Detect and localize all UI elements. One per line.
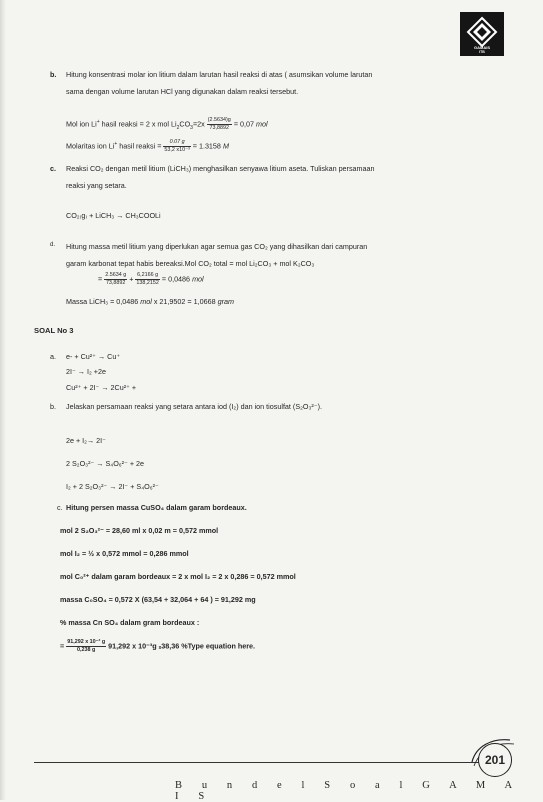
part-d-marker: d. xyxy=(50,242,56,248)
mass-mol-unit: mol xyxy=(140,297,152,306)
part-c-question-line2: reaksi yang setara. xyxy=(66,181,127,190)
mol-li-frac-num: (2.5634)g xyxy=(207,117,231,123)
soal3-part-b-marker: b. xyxy=(50,402,56,411)
part-b-question-line2: sama dengan volume larutan HCl yang digunakan dalam reaksi tersebut. xyxy=(66,87,299,96)
sum-unit: mol xyxy=(192,274,204,284)
part-c-question-line1: Reaksi CO₂ dengan metil litium (LiCH₃) menghasilkan senyawa litium aseta. Tuliskan persamaan xyxy=(66,164,375,173)
molarity-frac-num: 0.07 g xyxy=(163,139,190,147)
soal-3-heading: SOAL No 3 xyxy=(34,326,74,335)
molarity-frac-den: 53,2 x10⁻³ xyxy=(164,147,190,153)
logo-text-line1: GAMAIS xyxy=(474,45,490,50)
page-number: 201 xyxy=(478,743,512,777)
soal3-part-c-marker: c. xyxy=(57,503,63,512)
li2co3-frac-num: 2.5634 g xyxy=(105,272,127,278)
mol-li-fraction xyxy=(207,117,232,132)
soal3-a-line2: 2I⁻ → I₂ +2e xyxy=(66,367,106,376)
soal3-c-line5: % massa Cn SO₄ dalam gram bordeaux : xyxy=(60,618,200,627)
k2co3-frac-num: 6,2166 g xyxy=(137,272,159,278)
mol-li-tail: =2x xyxy=(192,119,205,129)
mol-li-mid: hasil reaksi = 2 x mol Li xyxy=(99,119,177,129)
mol-co2-sum: = $\frac{2.5634 g}{73,8892}$ + $\frac{6,2166 g}{138,2152}$ = 0,0486 mol xyxy=(98,272,204,286)
soal3-b-line2: 2 S₂O₃²⁻ → S₄O₆²⁻ + 2e xyxy=(66,459,145,468)
sum-plus: + xyxy=(129,274,134,284)
mass-mid: x 21,9502 = 1,0668 xyxy=(153,297,216,306)
part-d-question-line1: Hitung massa metil litium yang diperlukan agar semua gas CO₂ yang dihasilkan dari campuran xyxy=(66,242,368,251)
li2co3-fraction xyxy=(104,272,127,287)
mol-li-unit: mol xyxy=(256,119,268,129)
logo-text-line2: ITB xyxy=(479,50,485,54)
page-edge-shadow xyxy=(0,0,6,800)
soal3-b-line3: I₂ + 2 S₂O₃²⁻ → 2I⁻ + S₄O₆²⁻ xyxy=(66,482,159,491)
mol-li-calculation: Mol ion Li+ hasil reaksi = 2 x mol $Li_2CO_3=2x$ $\frac{(2.5634)g}{73,8892}$ = 0,07 mol xyxy=(66,117,268,131)
molarity-mid: hasil reaksi = xyxy=(117,141,162,151)
final-eq-text: 91,292 x 10⁻³g ₓ38,36 %Type equation here. xyxy=(108,641,256,651)
li2co3-frac-den: 73,8892 xyxy=(105,280,126,286)
soal3-c-question: Hitung persen massa CuSO₄ dalam garam bordeaux. xyxy=(66,503,247,512)
mass-lich3-calculation xyxy=(66,297,234,306)
part-d-question-line2: garam karbonat tepat habis bereaksi.Mol CO₂ total = mol Li₂CO₃ + mol K₂CO₃ xyxy=(66,259,315,268)
soal3-b-question: Jelaskan persamaan reaksi yang setara antara iod (I₂) dan ion tiosulfat (S₂O₃²⁻). xyxy=(66,402,322,411)
mol-li-result: = 0,07 xyxy=(233,119,254,129)
molarity-result: = 1.3158 xyxy=(192,141,221,151)
final-frac-num: 91,292 x 10⁻³ g xyxy=(67,639,106,645)
molarity-calculation: Molaritas ion Li+ hasil reaksi = $\frac{0.07 g}{\text{53,2 x10⁻³}}$ = 1.3158 M xyxy=(66,139,229,153)
part-c-marker: c. xyxy=(50,164,56,173)
gamais-logo xyxy=(460,12,504,56)
mass-prefix: Massa LiCH₃ = 0,0486 xyxy=(66,297,139,306)
soal3-b-line1: 2e + I₂→ 2I⁻ xyxy=(66,436,106,445)
soal3-c-line3: mol C₀²⁺ dalam garam bordeaux = 2 x mol I₂ = 2 x 0,286 = 0,572 mmol xyxy=(60,572,296,581)
final-fraction xyxy=(66,639,106,654)
soal3-a-line3: Cu²⁺ + 2I⁻ → 2Cu²⁺ + xyxy=(66,383,137,392)
mass-unit: gram xyxy=(217,297,234,306)
final-frac-den: 0,238 g xyxy=(77,647,96,653)
k2co3-frac-den: 138,2152 xyxy=(136,280,159,286)
final-eq-sign: = xyxy=(60,641,65,651)
molarity-unit: M xyxy=(222,141,229,151)
part-b-marker: b. xyxy=(50,70,57,79)
soal3-c-line2: mol I₂ = ½ x 0,572 mmol = 0,286 mmol xyxy=(60,549,189,558)
soal3-c-line1: mol 2 S₂O₃²⁻ = 28,60 ml x 0,02 m = 0,572 mmol xyxy=(60,526,219,535)
k2co3-fraction xyxy=(135,272,159,287)
molarity-fraction xyxy=(163,139,190,154)
co2-lich3-equation: CO₂₍g₎ + LiCH₃ → CH₃COOLi xyxy=(66,211,161,220)
part-b-question-line1: Hitung konsentrasi molar ion litium dalam larutan hasil reaksi di atas ( asumsikan volume larutan xyxy=(66,70,373,79)
book-title-footer: B u n d e l S o a l G A M A I S xyxy=(175,780,521,802)
molarity-prefix: Molaritas ion Li xyxy=(66,141,115,151)
sum-result: = 0,0486 xyxy=(161,274,191,284)
soal3-part-a-marker: a. xyxy=(50,352,56,361)
soal3-c-line4: massa C₀SO₄ = 0,572 X (63,54 + 32,064 + 64 ) = 91,292 mg xyxy=(60,595,256,604)
mol-li-prefix: Mol ion Li xyxy=(66,119,97,129)
footer-rule xyxy=(34,762,480,763)
soal3-c-final-equation xyxy=(60,639,255,654)
mol-li-frac-den: 73,8892 xyxy=(209,125,230,131)
soal3-a-line1: e- + Cu²⁺ → Cu⁺ xyxy=(66,352,121,361)
